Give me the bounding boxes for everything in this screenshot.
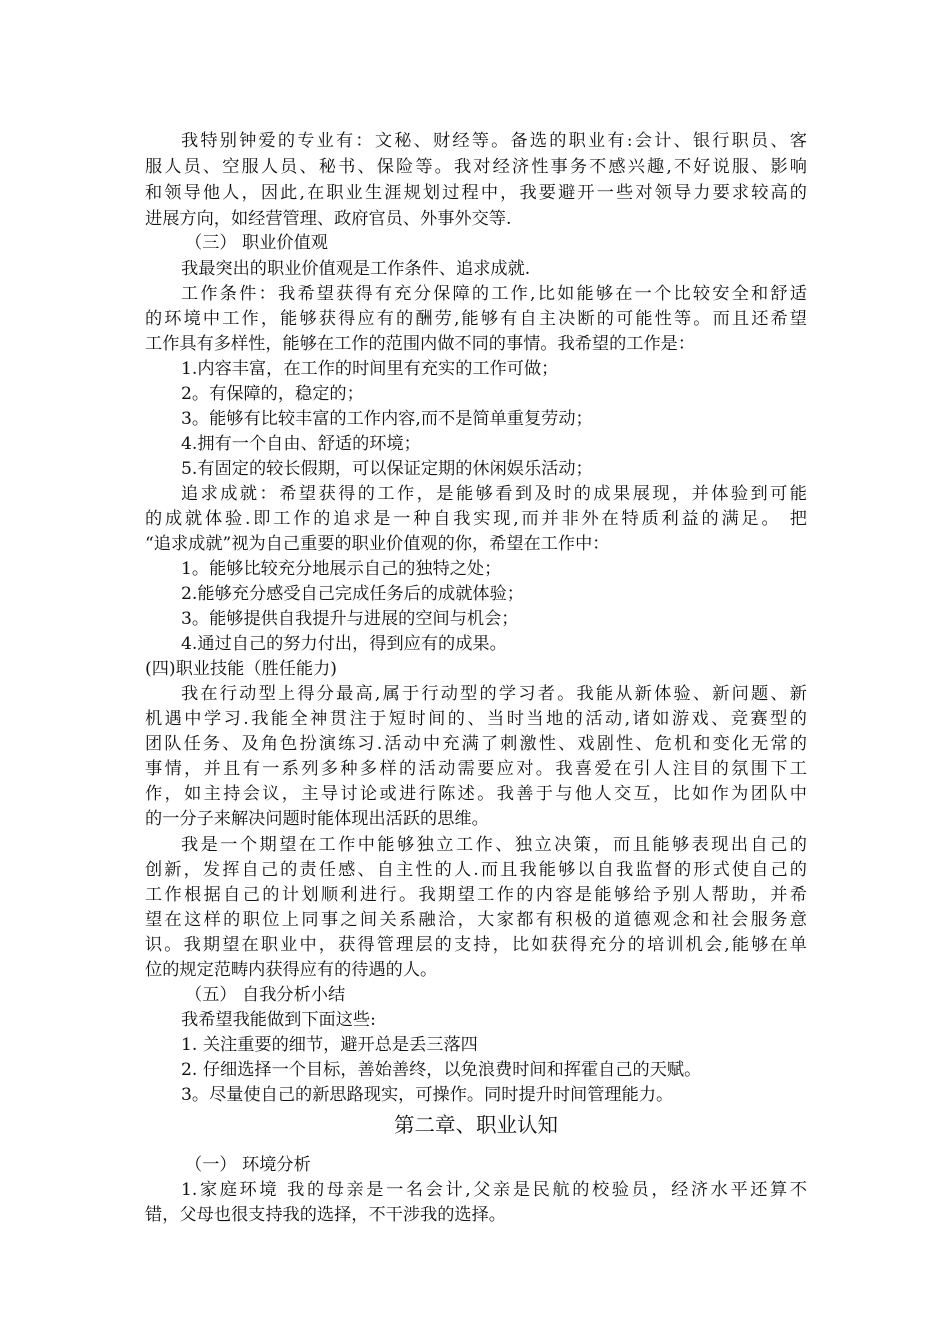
paragraph-specialty-line: 进展方向，如经营管理、政府官员、外事外交等. xyxy=(145,209,512,229)
summary-list-item: 1. 关注重要的细节，避开总是丢三落四 xyxy=(181,1035,478,1055)
paragraph-conditions-line: 的环境中工作，能够获得应有的酬劳,能够有自主决断的可能性等。而且还希望 xyxy=(145,309,807,329)
conditions-list-item: 1.内容丰富，在工作的时间里有充实的工作可做； xyxy=(181,359,559,379)
paragraph-learner-line: 团队任务、及角色扮演练习.活动中充满了刺激性、戏剧性、危机和变化无常的 xyxy=(145,734,807,754)
paragraph-independent-line: 创新，发挥自己的责任感、自主性的人.而且我能够以自我监督的形式使自己的 xyxy=(145,860,807,880)
section-heading-skills: (四)职业技能（胜任能力) xyxy=(145,659,337,679)
summary-list-item: 3。尽量使自己的新思路现实，可操作。同时提升时间管理能力。 xyxy=(181,1085,674,1105)
section-heading-values: （三） 职业价值观 xyxy=(185,233,328,253)
paragraph-specialty-line: 和领导他人，因此,在职业生涯规划过程中，我要避开一些对领导力要求较高的 xyxy=(145,183,807,203)
paragraph-achievement-line: 追求成就：希望获得的工作，是能够看到及时的成果展现，并体验到可能 xyxy=(181,484,807,504)
paragraph-learner-line: 事情，并且有一系列多种多样的活动需要应对。我喜爱在引人注目的氛围下工 xyxy=(145,759,807,779)
chapter-title: 第二章、职业认知 xyxy=(394,1113,558,1137)
paragraph-achievement-line: “追求成就”视为自己重要的职业价值观的你，希望在工作中： xyxy=(145,534,610,554)
paragraph-learner-line: 我在行动型上得分最高,属于行动型的学习者。我能从新体验、新问题、新 xyxy=(181,684,807,704)
paragraph-independent-line: 识。我期望在职业中，获得管理层的支持，比如获得充分的培训机会,能够在单 xyxy=(145,935,807,955)
summary-intro: 我希望我能做到下面这些: xyxy=(181,1010,376,1030)
paragraph-independent-line: 位的规定范畴内获得应有的待遇的人。 xyxy=(145,960,438,980)
paragraph-specialty-line: 我特别钟爱的专业有：文秘、财经等。备选的职业有:会计、银行职员、客 xyxy=(181,131,807,151)
achievement-list-item: 2.能够充分感受自己完成任务后的成就体验； xyxy=(181,584,524,604)
section-heading-summary: （五） 自我分析小结 xyxy=(185,985,346,1005)
paragraph-family-line: 1.家庭环境 我的母亲是一名会计,父亲是民航的校验员，经济水平还算不 xyxy=(181,1180,807,1200)
values-intro: 我最突出的职业价值观是工作条件、追求成就. xyxy=(181,259,531,279)
achievement-list-item: 1。能够比较充分地展示自己的独特之处； xyxy=(181,559,502,579)
section-heading-environment: （一） 环境分析 xyxy=(185,1155,311,1175)
paragraph-independent-line: 我是一个期望在工作中能够独立工作、独立决策，而且能够表现出自己的 xyxy=(181,835,807,855)
paragraph-learner-line: 作，如主持会议，主导讨论或进行陈述。我善于与他人交互，比如作为团队中 xyxy=(145,784,807,804)
paragraph-family-line: 错，父母也很支持我的选择，不干涉我的选择。 xyxy=(145,1205,506,1225)
paragraph-independent-line: 工作根据自己的计划顺利进行。我期望工作的内容是能够给予别人帮助，并希 xyxy=(145,885,807,905)
summary-list-item: 2. 仔细选择一个目标，善始善终，以免浪费时间和挥霍自己的天赋。 xyxy=(181,1060,702,1080)
conditions-list-item: 3。能够有比较丰富的工作内容,而不是简单重复劳动； xyxy=(181,409,593,429)
achievement-list-item: 3。能够提供自我提升与进展的空间与机会； xyxy=(181,609,519,629)
paragraph-achievement-line: 的成就体验.即工作的追求是一种自我实现,而并非外在特质利益的满足。 把 xyxy=(145,509,807,529)
paragraph-learner-line: 的一分子来解决问题时能体现出活跃的思维。 xyxy=(145,809,489,829)
conditions-list-item: 2。有保障的，稳定的； xyxy=(181,384,364,404)
paragraph-specialty-line: 服人员、空服人员、秘书、保险等。我对经济性事务不感兴趣,不好说服、影响 xyxy=(145,157,807,177)
paragraph-conditions-line: 工作具有多样性，能够在工作的范围内做不同的事情。我希望的工作是： xyxy=(145,334,696,354)
achievement-list-item: 4.通过自己的努力付出，得到应有的成果。 xyxy=(181,634,507,654)
paragraph-learner-line: 机遇中学习.我能全神贯注于短时间的、当时当地的活动,诸如游戏、竞赛型的 xyxy=(145,709,807,729)
paragraph-conditions-line: 工作条件：我希望获得有充分保障的工作,比如能够在一个比较安全和舒适 xyxy=(181,284,807,304)
conditions-list-item: 4.拥有一个自由、舒适的环境； xyxy=(181,434,421,454)
paragraph-independent-line: 望在这样的职位上同事之间关系融洽，大家都有积极的道德观念和社会服务意 xyxy=(145,910,807,930)
conditions-list-item: 5.有固定的较长假期，可以保证定期的休闲娱乐活动； xyxy=(181,459,593,479)
